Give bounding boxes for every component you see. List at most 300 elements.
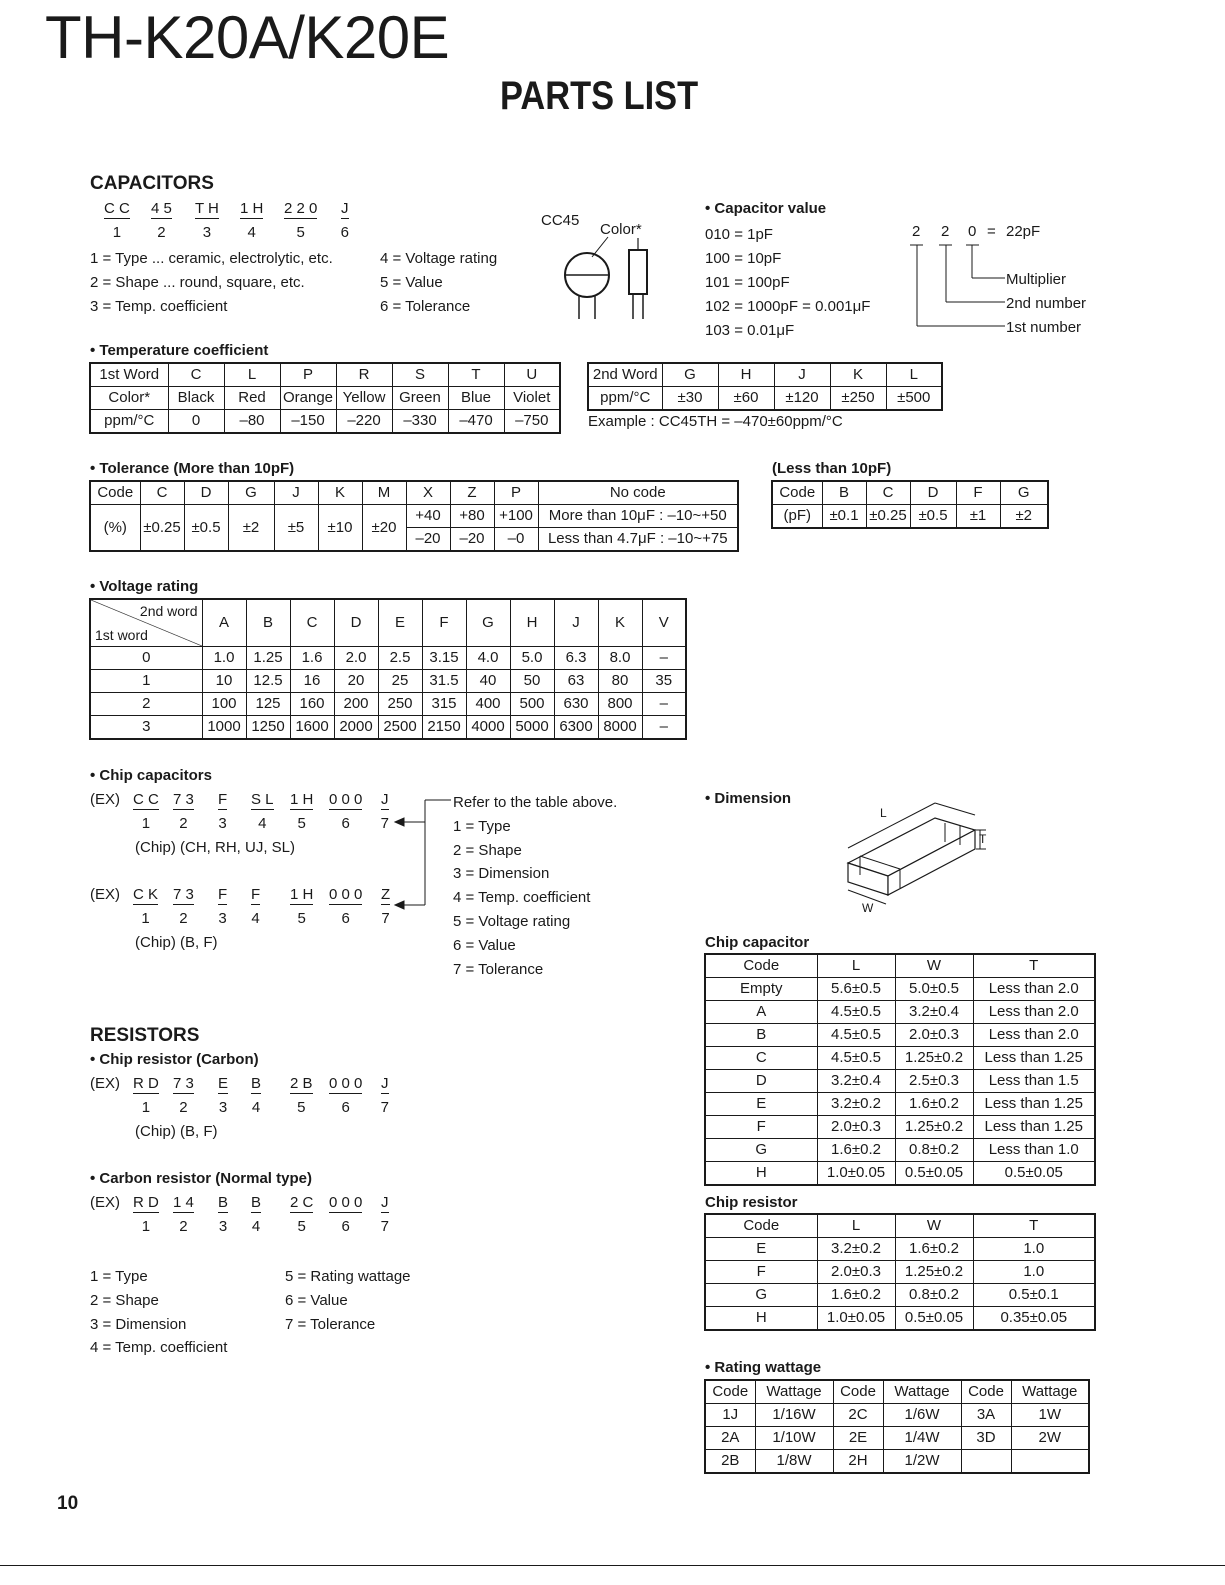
code-part: J: [381, 1194, 389, 1211]
table-cell: L: [886, 363, 942, 387]
legend-line: 3 = Dimension: [453, 865, 550, 883]
table-cell: ±0.25: [866, 505, 910, 529]
code-part: 1 4: [173, 1194, 194, 1211]
temperature-coefficient-table: [89, 362, 561, 434]
table-cell: Yellow: [336, 387, 392, 410]
table-cell: C: [866, 481, 910, 505]
table-row: [705, 1001, 1095, 1024]
table-cell: 1.25: [246, 647, 290, 670]
legend-line: 5 = Rating wattage: [285, 1268, 411, 1285]
code-part: 1 H: [240, 200, 264, 217]
table-cell: 1/16W: [755, 1404, 833, 1427]
code-index: 2: [179, 1099, 188, 1116]
page-title: PARTS LIST: [500, 74, 699, 118]
table-cell: A: [705, 1001, 817, 1024]
table-cell: 1: [90, 670, 202, 693]
code-index: 7: [381, 910, 390, 927]
table-cell: C: [168, 363, 224, 387]
table-cell: 1.25±0.2: [895, 1261, 973, 1284]
table-cell: 1.6±0.2: [895, 1093, 973, 1116]
table-row: [90, 387, 560, 410]
table-cell: ppm/°C: [90, 410, 168, 434]
table-cell: 0.8±0.2: [895, 1284, 973, 1307]
table-cell: 0: [90, 647, 202, 670]
table-cell: 40: [466, 670, 510, 693]
second-number-label: 2nd number: [1006, 295, 1087, 312]
table-cell: K: [318, 481, 362, 505]
table-cell: T: [973, 954, 1095, 978]
code-index: 2: [179, 815, 188, 832]
table-cell: Code: [961, 1380, 1011, 1404]
capacitor-value-heading: • Capacitor value: [705, 200, 827, 217]
second-word-table: [587, 362, 943, 411]
table-cell: 1.6±0.2: [895, 1238, 973, 1261]
table-cell: 630: [554, 693, 598, 716]
table-cell: 2000: [334, 716, 378, 740]
table-cell: ±120: [774, 387, 830, 411]
table-cell: Less than 4.7μF : –10~+75: [538, 528, 738, 552]
table-row: [705, 1427, 1089, 1450]
code-index: 1: [141, 815, 151, 832]
temperature-coefficient-heading: • Temperature coefficient: [90, 342, 269, 359]
table-cell: 35: [642, 670, 686, 693]
chip-cap-legend: [453, 791, 617, 981]
table-cell: 80: [598, 670, 642, 693]
table-row: [705, 1307, 1095, 1331]
table-header-row: [90, 599, 686, 647]
example-label: (EX): [90, 1075, 120, 1092]
table-cell: –: [642, 716, 686, 740]
table-cell: Empty: [705, 978, 817, 1001]
table-cell: H: [705, 1162, 817, 1186]
table-cell: 4.0: [466, 647, 510, 670]
code-part: 7 3: [173, 1075, 194, 1092]
table-cell: 3.2±0.4: [895, 1001, 973, 1024]
table-cell: 0.5±0.1: [973, 1284, 1095, 1307]
table-cell: ±0.5: [910, 505, 956, 529]
chip-capacitor-dimension-table: [704, 953, 1096, 1186]
table-header-row: [588, 363, 942, 387]
table-cell: Code: [705, 954, 817, 978]
code-part: 2 C: [290, 1194, 314, 1211]
table-row: [705, 1047, 1095, 1070]
table-cell: 2.0±0.3: [817, 1261, 895, 1284]
table-cell: ±500: [886, 387, 942, 411]
value-line: 101 = 100pF: [705, 274, 790, 291]
table-cell: 2B: [705, 1450, 755, 1474]
table-header-row: [705, 1214, 1095, 1238]
table-cell: D: [184, 481, 228, 505]
table-cell: F: [422, 599, 466, 647]
table-row: [705, 1284, 1095, 1307]
code-index: 6: [341, 1218, 350, 1235]
table-cell: 800: [598, 693, 642, 716]
rating-wattage-table: [704, 1379, 1090, 1474]
table-cell: U: [504, 363, 560, 387]
code-index: 1: [112, 224, 122, 241]
chip-resistor-heading: • Chip resistor (Carbon): [90, 1051, 259, 1068]
table-cell: [961, 1450, 1011, 1474]
code-part: F: [251, 886, 261, 903]
first-number-label: 1st number: [1006, 319, 1082, 336]
legend-line: 1 = Type: [90, 1268, 148, 1285]
table-cell: 1/2W: [883, 1450, 961, 1474]
cc45-label: CC45: [541, 212, 580, 229]
table-cell: Less than 1.25: [973, 1116, 1095, 1139]
code-part: E: [218, 1075, 229, 1092]
table-cell: 500: [510, 693, 554, 716]
table-row: [90, 410, 560, 434]
code-index: 6: [341, 910, 350, 927]
table-cell: H: [705, 1307, 817, 1331]
table-cell: (pF): [772, 505, 822, 529]
corner-top-label: 2nd word: [139, 603, 198, 619]
table-cell: 1.6±0.2: [817, 1139, 895, 1162]
table-cell: Code: [705, 1380, 755, 1404]
table-cell: G: [466, 599, 510, 647]
legend-line: Refer to the table above.: [453, 794, 618, 811]
table-cell: 200: [334, 693, 378, 716]
legend-line: 2 = Shape: [90, 1291, 159, 1309]
example-label: (EX): [90, 1194, 120, 1211]
code-part: C K: [133, 886, 159, 903]
table-cell: 1.0±0.05: [817, 1307, 895, 1331]
code-index: 4: [247, 224, 256, 241]
table-cell: T: [448, 363, 504, 387]
legend-line: 3 = Temp. coefficient: [90, 298, 228, 315]
table-cell: 100: [202, 693, 246, 716]
table-cell: F: [705, 1116, 817, 1139]
value-result: 22pF: [1006, 223, 1041, 240]
table-cell: Code: [772, 481, 822, 505]
table-header-row: [90, 481, 738, 505]
table-cell: –20: [406, 528, 450, 552]
table-cell: 0.5±0.05: [973, 1162, 1095, 1186]
table-row: [705, 1070, 1095, 1093]
chip-cap-note-1: (Chip) (CH, RH, UJ, SL): [135, 839, 296, 856]
table-cell: 2.5±0.3: [895, 1070, 973, 1093]
table-cell: –80: [224, 410, 280, 434]
code-part: 7 3: [173, 791, 194, 808]
legend-line: 4 = Temp. coefficient: [453, 889, 591, 907]
corner-bottom-label: 1st word: [95, 627, 148, 643]
table-row: [705, 1162, 1095, 1186]
corner-cell: [90, 599, 202, 647]
resistor-legend-left: [90, 1265, 227, 1360]
legend-line: 4 = Temp. coefficient: [90, 1339, 228, 1357]
table-cell: Less than 2.0: [973, 1024, 1095, 1047]
table-header-row: [772, 481, 1048, 505]
code-index: 5: [297, 815, 306, 832]
table-row: [705, 1450, 1089, 1474]
table-cell: W: [895, 954, 973, 978]
code-part: 1 H: [290, 886, 314, 903]
code-index: 3: [202, 224, 212, 241]
table-cell: E: [705, 1238, 817, 1261]
table-cell: G: [228, 481, 274, 505]
table-cell: –0: [494, 528, 538, 552]
table-cell: G: [705, 1139, 817, 1162]
table-cell: Less than 2.0: [973, 1001, 1095, 1024]
code-part: B: [251, 1194, 262, 1211]
code-index: 4: [251, 1099, 261, 1116]
legend-line: 2 = Shape: [453, 841, 522, 859]
table-cell: ±0.1: [822, 505, 866, 529]
table-cell: –330: [392, 410, 448, 434]
chip-resistor-dimension-table: [704, 1213, 1096, 1331]
value-line: 100 = 10pF: [705, 250, 782, 267]
table-cell: 1.0±0.05: [817, 1162, 895, 1186]
model-title: TH-K20A/K20E: [45, 4, 450, 71]
table-cell: Wattage: [883, 1380, 961, 1404]
table-cell: Z: [450, 481, 494, 505]
table-cell: 5.0±0.5: [895, 978, 973, 1001]
code-part: 0 0 0: [329, 1075, 363, 1092]
table-cell: 160: [290, 693, 334, 716]
capacitor-value-list: [705, 223, 870, 343]
table-cell: 1.25±0.2: [895, 1047, 973, 1070]
code-index: 3: [218, 815, 227, 832]
code-part: B: [218, 1194, 229, 1211]
code-index: 3: [218, 1099, 228, 1116]
table-cell: 1W: [1011, 1404, 1089, 1427]
table-cell: K: [830, 363, 886, 387]
capacitor-legend-left: [90, 247, 333, 319]
table-header-row: [705, 1380, 1089, 1404]
chip-capacitor-heading: Chip capacitor: [705, 934, 810, 951]
chip-capacitors-heading: • Chip capacitors: [90, 767, 212, 784]
tolerance-less-heading: (Less than 10pF): [772, 460, 892, 477]
legend-line: 3 = Dimension: [90, 1315, 187, 1333]
table-cell: V: [642, 599, 686, 647]
tolerance-heading: • Tolerance (More than 10pF): [90, 460, 295, 477]
table-cell: G: [662, 363, 718, 387]
table-cell: 1.0: [202, 647, 246, 670]
table-cell: H: [718, 363, 774, 387]
table-cell: Orange: [280, 387, 336, 410]
table-row: [705, 1139, 1095, 1162]
table-cell: 5.0: [510, 647, 554, 670]
code-index: 5: [296, 224, 305, 241]
table-cell: ±10: [318, 505, 362, 552]
table-header-row: [705, 954, 1095, 978]
table-cell: 3.2±0.4: [817, 1070, 895, 1093]
table-cell: 10: [202, 670, 246, 693]
code-index: 4: [251, 1218, 261, 1235]
legend-line: 4 = Voltage rating: [380, 250, 498, 267]
table-cell: ±0.5: [184, 505, 228, 552]
table-cell: C: [140, 481, 184, 505]
example-label: (EX): [90, 791, 120, 808]
table-cell: Wattage: [1011, 1380, 1089, 1404]
legend-line: 5 = Voltage rating: [453, 912, 571, 930]
table-row: [705, 1116, 1095, 1139]
table-cell: 1.0: [973, 1238, 1095, 1261]
table-cell: H: [510, 599, 554, 647]
table-cell: –: [642, 647, 686, 670]
code-index: 7: [380, 1218, 389, 1235]
table-cell: R: [336, 363, 392, 387]
code-part: 2 B: [290, 1075, 313, 1092]
code-part: 0 0 0: [329, 1194, 363, 1211]
table-cell: 63: [554, 670, 598, 693]
table-cell: ±30: [662, 387, 718, 411]
table-cell: 20: [334, 670, 378, 693]
table-cell: 8.0: [598, 647, 642, 670]
code-index: 3: [218, 1218, 228, 1235]
table-cell: –20: [450, 528, 494, 552]
value-line: 010 = 1pF: [705, 226, 773, 243]
table-cell: Code: [90, 481, 140, 505]
rating-wattage-heading: • Rating wattage: [705, 1359, 822, 1376]
table-cell: L: [817, 1214, 895, 1238]
tolerance-table: [89, 480, 739, 552]
code-index: 4: [251, 910, 260, 927]
table-cell: E: [705, 1093, 817, 1116]
table-cell: –: [642, 693, 686, 716]
chip-cap-note-2: (Chip) (B, F): [135, 934, 218, 951]
code-index: 3: [218, 910, 227, 927]
code-index: 7: [380, 815, 389, 832]
table-cell: J: [274, 481, 318, 505]
legend-line: 5 = Value: [380, 274, 443, 291]
value-equals: =: [987, 223, 996, 240]
table-cell: 6.3: [554, 647, 598, 670]
table-cell: B: [822, 481, 866, 505]
resistors-heading: RESISTORS: [90, 1025, 200, 1046]
table-cell: G: [1000, 481, 1048, 505]
table-cell: 2.0±0.3: [817, 1116, 895, 1139]
table-cell: 4.5±0.5: [817, 1024, 895, 1047]
dimension-t-label: T: [979, 832, 987, 846]
code-index: 6: [341, 1099, 350, 1116]
code-index: 7: [380, 1099, 389, 1116]
table-cell: ppm/°C: [588, 387, 662, 411]
value-digit: 2: [941, 223, 950, 240]
code-part: 4 5: [151, 200, 172, 217]
table-cell: ±2: [1000, 505, 1048, 529]
table-cell: 2E: [833, 1427, 883, 1450]
table-cell: S: [392, 363, 448, 387]
capacitor-diagram-icon: [560, 235, 660, 325]
table-cell: E: [378, 599, 422, 647]
table-cell: 0: [168, 410, 224, 434]
table-cell: Black: [168, 387, 224, 410]
table-cell: 31.5: [422, 670, 466, 693]
code-part: J: [381, 1075, 389, 1092]
table-cell: 1.6±0.2: [817, 1284, 895, 1307]
table-cell: 5000: [510, 716, 554, 740]
table-cell: B: [705, 1024, 817, 1047]
table-cell: A: [202, 599, 246, 647]
table-cell: +80: [450, 505, 494, 528]
table-cell: Code: [705, 1214, 817, 1238]
voltage-rating-heading: • Voltage rating: [90, 578, 199, 595]
code-index: 1: [141, 1099, 151, 1116]
chip-resistor-note: (Chip) (B, F): [135, 1123, 218, 1140]
table-row: [705, 1093, 1095, 1116]
table-cell: 3D: [961, 1427, 1011, 1450]
table-cell: Blue: [448, 387, 504, 410]
table-row: [705, 1404, 1089, 1427]
table-row: [772, 505, 1048, 529]
tolerance-less-table: [771, 480, 1049, 529]
table-cell: +100: [494, 505, 538, 528]
table-cell: 0.8±0.2: [895, 1139, 973, 1162]
value-line: 102 = 1000pF = 0.001μF: [705, 298, 871, 315]
table-row: [90, 670, 686, 693]
table-cell: L: [224, 363, 280, 387]
table-cell: Less than 1.25: [973, 1093, 1095, 1116]
code-part: F: [218, 886, 228, 903]
table-row: [705, 1024, 1095, 1047]
code-part: R D: [133, 1194, 159, 1211]
value-digit: 0: [968, 223, 977, 240]
code-index: 2: [157, 224, 166, 241]
table-cell: ±250: [830, 387, 886, 411]
value-bracket-lines: [905, 240, 1015, 335]
code-part: Z: [381, 886, 391, 903]
table-cell: 1J: [705, 1404, 755, 1427]
table-cell: No code: [538, 481, 738, 505]
table-cell: Less than 1.5: [973, 1070, 1095, 1093]
code-index: 2: [179, 910, 188, 927]
dimension-heading: • Dimension: [705, 790, 792, 807]
code-index: 2: [179, 1218, 188, 1235]
table-cell: –750: [504, 410, 560, 434]
table-cell: 25: [378, 670, 422, 693]
code-index: 1: [141, 1218, 151, 1235]
table-cell: Red: [224, 387, 280, 410]
table-cell: –150: [280, 410, 336, 434]
table-cell: 2150: [422, 716, 466, 740]
legend-line: 6 = Tolerance: [380, 298, 471, 315]
temp-coefficient-example: Example : CC45TH = –470±60ppm/°C: [588, 413, 843, 430]
code-part: R D: [133, 1075, 159, 1092]
table-cell: 1600: [290, 716, 334, 740]
table-cell: 2C: [833, 1404, 883, 1427]
table-row: [90, 716, 686, 740]
code-part: T H: [195, 200, 219, 217]
table-cell: T: [973, 1214, 1095, 1238]
table-cell: ±60: [718, 387, 774, 411]
legend-line: 6 = Value: [285, 1291, 348, 1309]
code-part: C C: [104, 200, 130, 217]
table-cell: 4.5±0.5: [817, 1047, 895, 1070]
code-part: 1 H: [290, 791, 314, 808]
table-cell: 125: [246, 693, 290, 716]
table-cell: 1000: [202, 716, 246, 740]
table-cell: Green: [392, 387, 448, 410]
table-cell: ±2: [228, 505, 274, 552]
table-row: [705, 1261, 1095, 1284]
table-row: [588, 387, 942, 411]
table-cell: –220: [336, 410, 392, 434]
legend-line: 2 = Shape ... round, square, etc.: [90, 274, 305, 291]
table-cell: 3: [90, 716, 202, 740]
legend-line: 7 = Tolerance: [453, 960, 544, 978]
table-cell: (%): [90, 505, 140, 552]
table-cell: F: [956, 481, 1000, 505]
table-cell: 2500: [378, 716, 422, 740]
table-cell: 2: [90, 693, 202, 716]
table-cell: 1.0: [973, 1261, 1095, 1284]
table-cell: Less than 1.0: [973, 1139, 1095, 1162]
carbon-resistor-heading: • Carbon resistor (Normal type): [90, 1170, 312, 1187]
table-cell: 3.15: [422, 647, 466, 670]
table-cell: 315: [422, 693, 466, 716]
table-cell: 2.0: [334, 647, 378, 670]
